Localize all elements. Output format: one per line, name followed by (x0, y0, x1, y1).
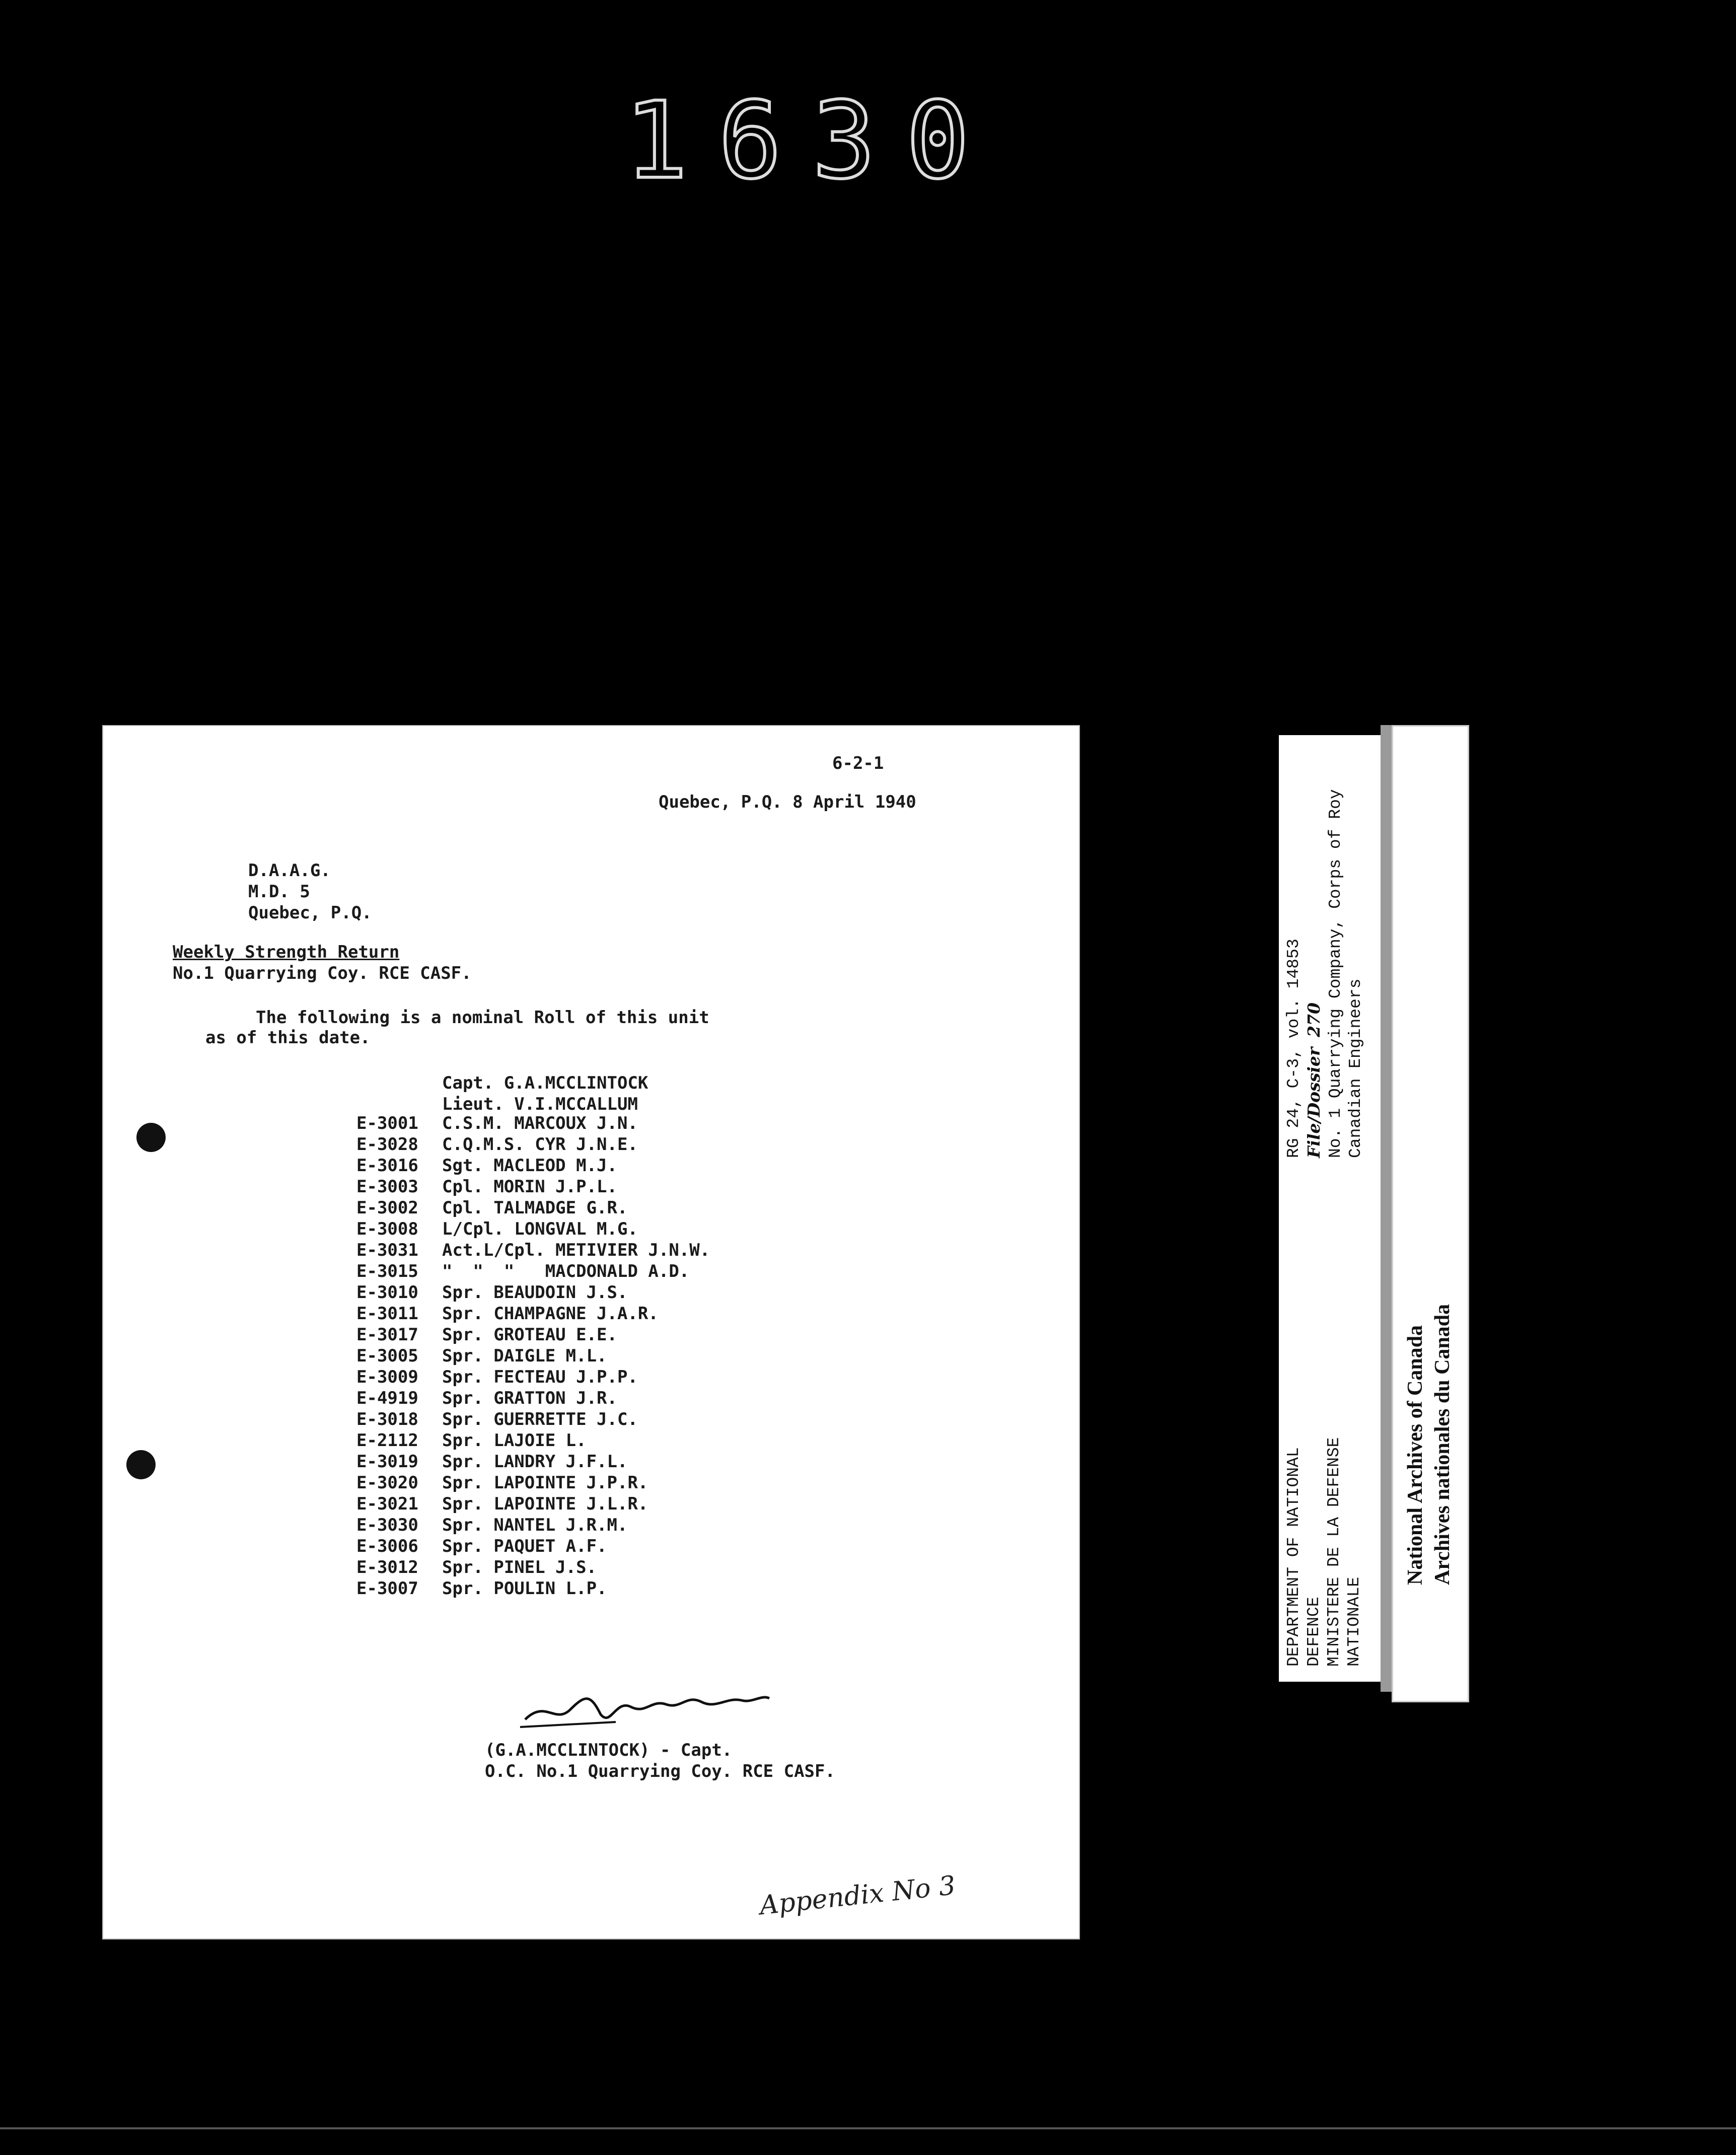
service-number: E-3003 (356, 1177, 418, 1197)
roll-entry (356, 1345, 710, 1367)
service-number: E-3011 (356, 1304, 418, 1324)
subject-title: Weekly Strength Return (173, 942, 400, 962)
roll-entry (356, 1155, 710, 1176)
rank-and-name: Spr. GROTEAU E.E. (442, 1325, 617, 1345)
roll-entry (356, 1240, 710, 1261)
service-number: E-3016 (356, 1156, 418, 1176)
rank-and-name: C.Q.M.S. CYR J.N.E. (442, 1134, 638, 1155)
address-line: Quebec, P.Q. (248, 903, 372, 923)
rank-and-name: Sgt. MACLEOD M.J. (442, 1156, 617, 1176)
service-number: E-3015 (356, 1261, 418, 1281)
service-number: E-4919 (356, 1388, 418, 1408)
rank-and-name: Spr. LAPOINTE J.L.R. (442, 1494, 648, 1514)
rank-and-name: Act.L/Cpl. METIVIER J.N.W. (442, 1240, 710, 1260)
nominal-roll (356, 1113, 710, 1599)
service-number: E-3019 (356, 1452, 418, 1472)
service-number: E-3010 (356, 1282, 418, 1303)
service-number: E-3001 (356, 1113, 418, 1133)
rank-and-name: L/Cpl. LONGVAL M.G. (442, 1219, 638, 1239)
roll-entry (356, 1388, 710, 1409)
microfilm-frame-number: 1630 (624, 79, 1000, 202)
service-number: E-3006 (356, 1536, 418, 1556)
rank-and-name: C.S.M. MARCOUX J.N. (442, 1113, 638, 1133)
roll-entry (356, 1430, 710, 1451)
roll-entry (356, 1367, 710, 1388)
roll-entry (356, 1493, 710, 1515)
rank-and-name: Spr. PINEL J.S. (442, 1557, 597, 1577)
roll-entry (356, 1515, 710, 1536)
rank-and-name: Spr. POULIN L.P. (442, 1578, 607, 1599)
rank-and-name: Spr. LAPOINTE J.P.R. (442, 1473, 648, 1493)
roll-entry (356, 1451, 710, 1472)
roll-entry (356, 1536, 710, 1557)
archive-ref: RG 24, C-3, vol. 14853 (1284, 939, 1303, 1158)
naa-line-fr: Archives nationales du Canada (1431, 1304, 1454, 1585)
service-number: E-2112 (356, 1430, 418, 1451)
rank-and-name: " " " MACDONALD A.D. (442, 1261, 690, 1281)
national-archives-stamp (1392, 725, 1469, 1702)
roll-entry (356, 1324, 710, 1345)
intro-line: The following is a nominal Roll of this unit (256, 1008, 709, 1028)
address-line: D.A.A.G. (248, 860, 331, 881)
roll-entry (356, 1176, 710, 1197)
rank-and-name: Spr. BEAUDOIN J.S. (442, 1282, 628, 1303)
rank-and-name: Spr. LANDRY J.F.L. (442, 1452, 628, 1472)
service-number: E-3005 (356, 1346, 418, 1366)
appendix-note: Appendix No 3 (758, 1870, 957, 1921)
roll-entry (356, 1578, 710, 1599)
unit-line: No. 1 Quarrying Company, Corps of Roy (1326, 789, 1345, 1158)
rank-and-name: Spr. LAJOIE L. (442, 1430, 587, 1451)
rank-and-name: Spr. GUERRETTE J.C. (442, 1409, 638, 1429)
rank-and-name: Spr. PAQUET A.F. (442, 1536, 607, 1556)
dept-en-line: DEFENCE (1305, 1597, 1323, 1667)
document-page (102, 725, 1080, 1940)
dept-en-line: DEPARTMENT OF NATIONAL (1284, 1447, 1303, 1667)
service-number: E-3017 (356, 1325, 418, 1345)
label-divider (1381, 725, 1392, 1692)
service-number: E-3028 (356, 1134, 418, 1155)
service-number: E-3002 (356, 1198, 418, 1218)
roll-entry (356, 1261, 710, 1282)
date-line: Quebec, P.Q. 8 April 1940 (659, 792, 916, 812)
intro-line-2: as of this date. (205, 1028, 371, 1048)
archive-reference-label (1279, 735, 1385, 1682)
service-number: E-3020 (356, 1473, 418, 1493)
file-reference: 6-2-1 (832, 753, 884, 773)
roll-entry (356, 1303, 710, 1324)
roll-entry (356, 1472, 710, 1493)
rank-and-name: Spr. GRATTON J.R. (442, 1388, 617, 1408)
roll-entry (356, 1218, 710, 1240)
handwritten-signature (515, 1679, 777, 1735)
roll-entry (356, 1557, 710, 1578)
service-number: E-3018 (356, 1409, 418, 1429)
service-number: E-3031 (356, 1240, 418, 1260)
naa-line-en: National Archives of Canada (1404, 1325, 1427, 1585)
service-number: E-3030 (356, 1515, 418, 1535)
address-block (248, 860, 372, 923)
subject-block (173, 942, 472, 984)
service-number: E-3012 (356, 1557, 418, 1577)
dept-fr-line: MINISTERE DE LA DEFENSE (1325, 1437, 1343, 1667)
subject-unit: No.1 Quarrying Coy. RCE CASF. (173, 963, 472, 983)
rank-and-name: Spr. NANTEL J.R.M. (442, 1515, 628, 1535)
unit-line: Canadian Engineers (1346, 978, 1365, 1158)
roll-entry (356, 1282, 710, 1303)
service-number: E-3009 (356, 1367, 418, 1387)
signature-name: (G.A.MCCLINTOCK) - Capt. (485, 1740, 733, 1760)
address-line: M.D. 5 (248, 882, 310, 902)
file-dossier-value: 270 (1304, 1002, 1324, 1037)
officer-entry: Capt. G.A.MCCLINTOCK (442, 1073, 648, 1093)
roll-entry (356, 1113, 710, 1134)
rank-and-name: Spr. FECTEAU J.P.P. (442, 1367, 638, 1387)
film-edge-line (0, 2127, 1736, 2129)
rank-and-name: Spr. CHAMPAGNE J.A.R. (442, 1304, 659, 1324)
roll-entry (356, 1409, 710, 1430)
punch-hole (126, 1450, 156, 1479)
service-number: E-3007 (356, 1578, 418, 1599)
file-dossier-label: File/Dossier (1304, 1047, 1324, 1158)
rank-and-name: Spr. DAIGLE M.L. (442, 1346, 607, 1366)
rank-and-name: Cpl. MORIN J.P.L. (442, 1177, 617, 1197)
rank-and-name: Cpl. TALMADGE G.R. (442, 1198, 628, 1218)
punch-hole (136, 1123, 166, 1152)
officer-entry: Lieut. V.I.MCCALLUM (442, 1094, 638, 1114)
signature-title: O.C. No.1 Quarrying Coy. RCE CASF. (485, 1761, 835, 1781)
dept-fr-line: NATIONALE (1345, 1576, 1363, 1667)
roll-entry (356, 1134, 710, 1155)
roll-entry (356, 1197, 710, 1218)
service-number: E-3021 (356, 1494, 418, 1514)
officer-list (442, 1072, 648, 1115)
service-number: E-3008 (356, 1219, 418, 1239)
